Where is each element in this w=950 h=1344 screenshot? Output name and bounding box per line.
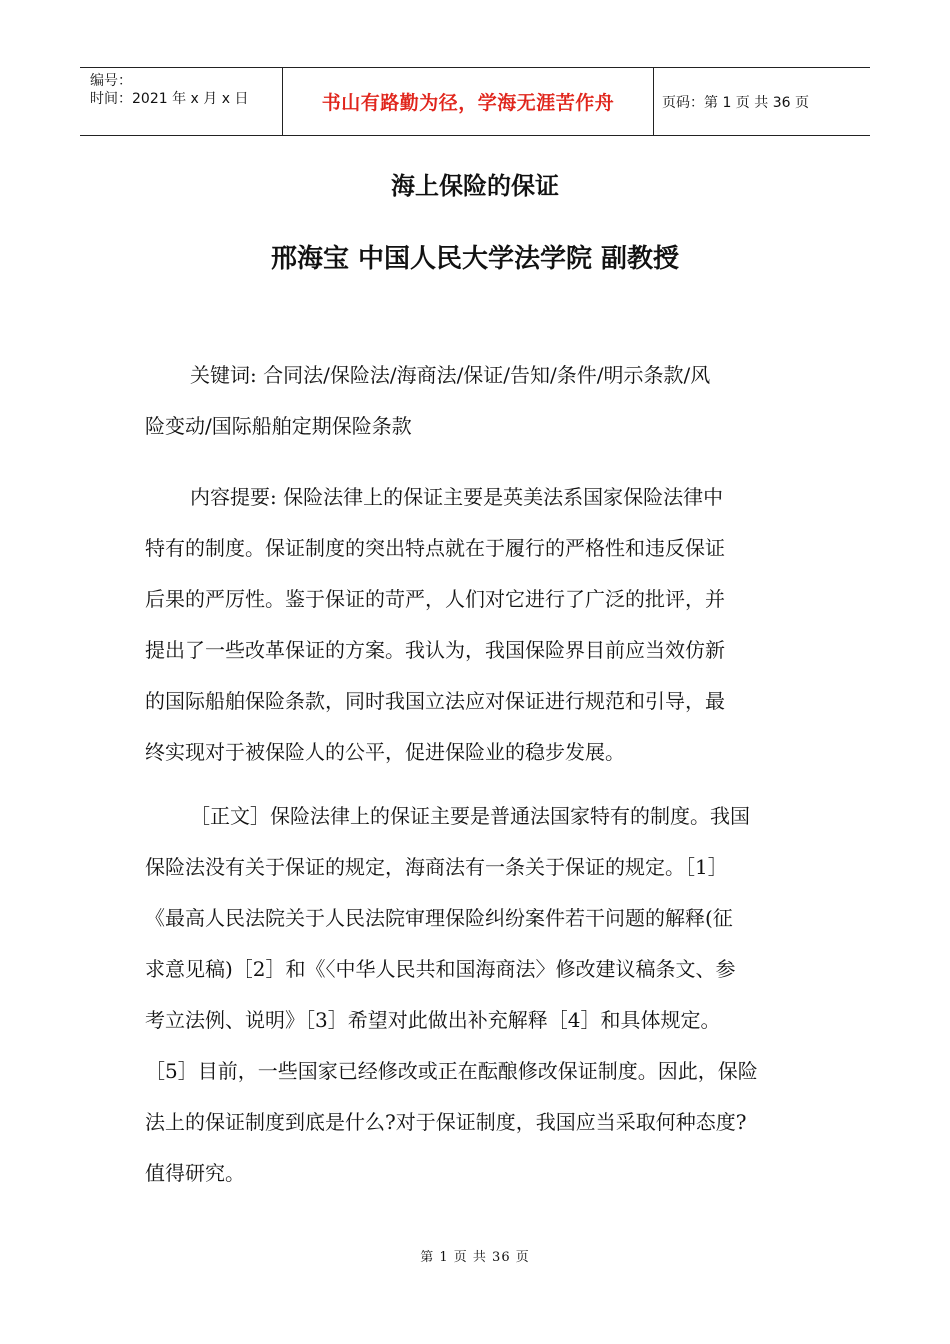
keywords-line: 关键词: 合同法/保险法/海商法/保证/告知/条件/明示条款/风	[190, 363, 711, 387]
page-footer: 第 1 页 共 36 页	[420, 1250, 530, 1265]
body-line: 求意见稿)［2］和《〈中华人民共和国海商法〉修改建议稿条文、参	[145, 957, 736, 981]
abstract-line: 的国际船舶保险条款，同时我国立法应对保证进行规范和引导，最	[145, 689, 725, 713]
body-line: 《最高人民法院关于人民法院审理保险纠纷案件若干问题的解释(征	[145, 906, 733, 930]
page-info: 页码：第 1 页 共 36 页	[662, 94, 809, 111]
body-line: 法上的保证制度到底是什么?对于保证制度，我国应当采取何种态度?	[145, 1110, 747, 1134]
body-line: 考立法例、说明》［3］希望对此做出补充解释［4］和具体规定。	[145, 1008, 721, 1032]
abstract-line: 后果的严厉性。鉴于保证的苛严，人们对它进行了广泛的批评，并	[145, 587, 725, 611]
body-line: 值得研究。	[145, 1161, 245, 1185]
abstract-line: 提出了一些改革保证的方案。我认为，我国保险界目前应当效仿新	[145, 638, 725, 662]
motto-text: 书山有路勤为径，学海无涯苦作舟	[321, 92, 615, 114]
time-label: 时间：2021 年 x 月 x 日	[90, 91, 249, 107]
keywords-paragraph	[145, 350, 807, 452]
header-page-cell	[654, 68, 870, 135]
body-line: ［5］目前，一些国家已经修改或正在酝酿修改保证制度。因此，保险	[145, 1059, 758, 1083]
abstract-line: 终实现对于被保险人的公平，促进保险业的稳步发展。	[145, 740, 625, 764]
number-label: 编号：	[90, 73, 132, 89]
keywords-line: 险变动/国际船舶定期保险条款	[145, 414, 412, 438]
abstract-paragraph	[145, 472, 807, 778]
abstract-line: 特有的制度。保证制度的突出特点就在于履行的严格性和违反保证	[145, 536, 725, 560]
header-table	[80, 67, 870, 136]
body-paragraph	[145, 791, 807, 1199]
document-title: 海上保险的保证	[391, 172, 559, 200]
header-motto-cell	[282, 68, 654, 135]
body-line: ［正文］保险法律上的保证主要是普通法国家特有的制度。我国	[190, 804, 750, 828]
author-line: 邢海宝 中国人民大学法学院 副教授	[270, 244, 680, 274]
header-meta-cell	[80, 68, 282, 135]
abstract-line: 内容提要: 保险法律上的保证主要是英美法系国家保险法律中	[190, 485, 724, 509]
body-line: 保险法没有关于保证的规定，海商法有一条关于保证的规定。［1］	[145, 855, 728, 879]
